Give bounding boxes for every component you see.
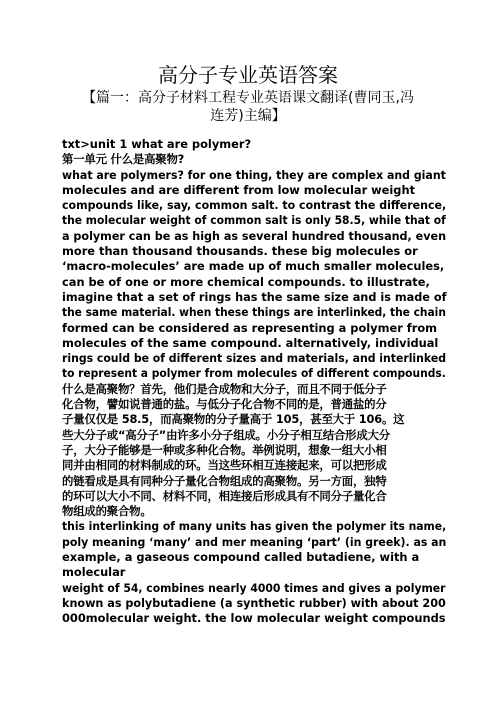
text-line: example, a gaseous compound called butadiene, with a [62, 550, 420, 565]
text-line: 子量仅仅是 58.5，而高聚物的分子量高于 105，甚至大于 106。这 [62, 412, 405, 427]
text-line: imagine that a set of rings has the same size and is made of [62, 289, 447, 304]
text-line: ‘macro-molecules’ are made up of much smaller molecules, [62, 259, 445, 274]
text-line: weight of 54, combines nearly 4000 times and gives a polymer [62, 580, 446, 595]
text-line: more than thousand thousands. these big molecules or [62, 244, 418, 259]
text-line: 同并由相同的材料制成的环。当这些环相互连接起来，可以把形成 [62, 458, 387, 473]
text-line: 些大分子或“高分子”由许多小分子组成。小分子相互结合形成大分 [62, 427, 390, 442]
text-line: txt>unit 1 what are polymer? [62, 137, 252, 151]
body-text [62, 137, 446, 627]
text-line: 000molecular weight. the low molecular weight compounds [62, 611, 446, 626]
text-line: a polymer can be as high as several hundred thousand, even [62, 228, 447, 243]
text-line: rings could be of different sizes and materials, and interlinked [62, 351, 447, 366]
text-line: molecules and are different from low molecular weight [62, 182, 416, 197]
text-line: poly meaning ‘many’ and mer meaning ‘part’ (in greek). as an [62, 534, 447, 549]
text-line: molecules of the same compound. alternatively, individual [62, 335, 439, 350]
document-subtitle [0, 89, 496, 125]
text-line: 什么是高聚物？首先，他们是合成物和大分子，而且不同于低分子 [62, 381, 387, 396]
text-line: this interlinking of many units has given the polymer its name, [62, 519, 447, 534]
text-line: 化合物，譬如说普通的盐。与低分子化合物不同的是，普通盐的分 [62, 397, 387, 412]
text-line: what are polymers? for one thing, they are complex and giant [62, 167, 446, 182]
text-line: compounds like, say, common salt. to contrast the difference, [62, 198, 447, 213]
text-line: the same material. when these things are interlinked, the chain [62, 305, 446, 320]
text-line: 的链看成是具有同种分子量化合物组成的高聚物。另一方面，独特 [62, 473, 387, 488]
subtitle-line: 【篇一：高分子材料工程专业英语课文翻译(曹同玉,冯 [82, 90, 414, 106]
text-line: known as polybutadiene (a synthetic rubber) with about 200 [62, 595, 446, 610]
text-line: the molecular weight of common salt is only 58.5, while that of [62, 213, 446, 228]
text-line: 物组成的聚合物。 [62, 504, 152, 519]
text-line: formed can be considered as representing a polymer from [62, 320, 438, 335]
text-line: to represent a polymer from molecules of different compounds. [62, 366, 446, 381]
text-line: 子，大分子能够是一种或多种化合物。举例说明，想象一组大小相 [62, 442, 387, 457]
text-line: can be of one or more chemical compounds. to illustrate, [62, 274, 430, 289]
subtitle-line: 连芳)主编】 [210, 108, 286, 124]
text-line: 第一单元 什么是高聚物? [62, 152, 185, 167]
text-line: 的环可以大小不同、材料不同，相连接后形成具有不同分子量化合 [62, 488, 387, 503]
document-title: 高分子专业英语答案 [158, 63, 338, 87]
text-line: molecular [62, 565, 126, 580]
